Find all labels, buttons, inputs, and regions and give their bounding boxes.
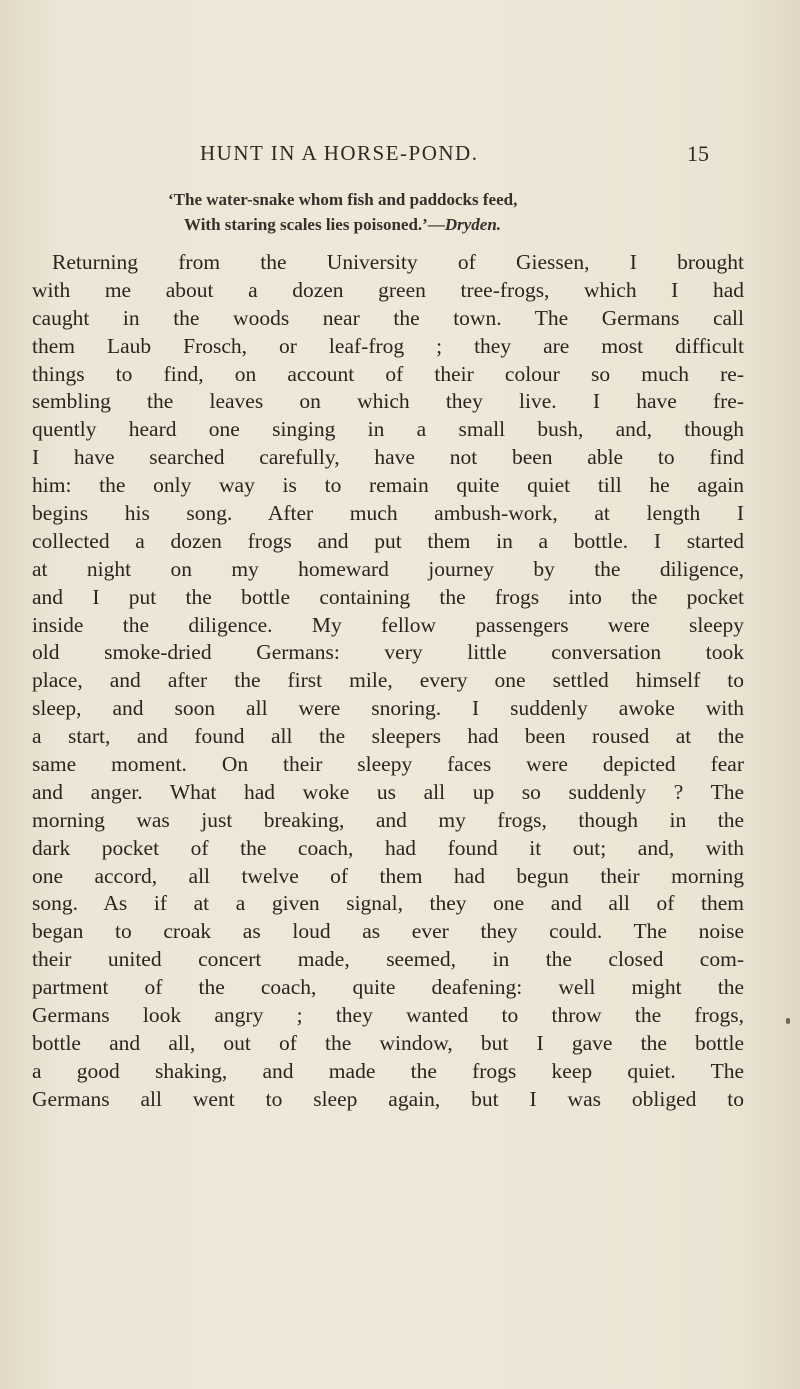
text-line: I have searched carefully, have not been able to find bbox=[32, 445, 744, 470]
epigraph-author: Dryden. bbox=[444, 215, 502, 234]
text-line: at night on my homeward journey by the diligence, bbox=[32, 556, 744, 581]
body-text bbox=[32, 249, 744, 1114]
text-line: begins his song. After much ambush-work, at length I bbox=[32, 501, 744, 526]
text-line: them Laub Frosch, or leaf-frog ; they are most difficult bbox=[32, 333, 744, 358]
text-line: inside the diligence. My fellow passengers were sleepy bbox=[32, 612, 744, 637]
text-line: their united concert made, seemed, in the closed com- bbox=[32, 947, 744, 972]
text-line: collected a dozen frogs and put them in a bottle. I started bbox=[32, 528, 744, 553]
text-line: morning was just breaking, and my frogs, though in the bbox=[32, 807, 744, 832]
text-line: Germans all went to sleep again, but I was obliged to bbox=[32, 1086, 744, 1111]
text-line: one accord, all twelve of them had begun their morning bbox=[32, 863, 744, 888]
text-line: quently heard one singing in a small bush, and, though bbox=[32, 417, 744, 442]
text-line: things to find, on account of their colour so much re- bbox=[32, 361, 744, 386]
text-line: sembling the leaves on which they live. I have fre- bbox=[32, 389, 744, 414]
text-line: same moment. On their sleepy faces were depicted fear bbox=[32, 752, 744, 777]
text-line: song. As if at a given signal, they one and all of them bbox=[32, 891, 744, 916]
running-title: HUNT IN A HORSE-POND. bbox=[200, 141, 479, 165]
text-line: dark pocket of the coach, had found it out; and, with bbox=[32, 835, 744, 860]
text-line: caught in the woods near the town. The Germans call bbox=[32, 305, 744, 330]
margin-mark bbox=[786, 1018, 790, 1024]
text-line: with me about a dozen green tree-frogs, which I had bbox=[32, 277, 744, 302]
text-line: Returning from the University of Giessen, I brought bbox=[52, 250, 744, 274]
text-line: Germans look angry ; they wanted to throw the frogs, bbox=[32, 1003, 744, 1028]
text-line: and I put the bottle containing the frogs into the pocket bbox=[32, 584, 744, 609]
epigraph-quote-end: With staring scales lies poisoned.’— bbox=[184, 215, 445, 234]
page-number: 15 bbox=[687, 141, 709, 166]
epigraph-line-2 bbox=[168, 212, 748, 237]
text-line: bottle and all, out of the window, but I gave the bottle bbox=[32, 1030, 744, 1055]
text-line: old smoke-dried Germans: very little conversation took bbox=[32, 640, 744, 665]
epigraph bbox=[168, 187, 748, 237]
text-line: partment of the coach, quite deafening: well might the bbox=[32, 975, 744, 1000]
text-line: him: the only way is to remain quite quiet till he again bbox=[32, 473, 744, 498]
text-line: a start, and found all the sleepers had been roused at the bbox=[32, 724, 744, 749]
epigraph-line-1: ‘The water-snake whom fish and paddocks feed, bbox=[168, 190, 518, 209]
text-line: place, and after the first mile, every one settled himself to bbox=[32, 668, 744, 693]
running-head bbox=[0, 141, 800, 171]
text-line: began to croak as loud as ever they could. The noise bbox=[32, 919, 744, 944]
text-line: sleep, and soon all were snoring. I suddenly awoke with bbox=[32, 696, 744, 721]
text-line: and anger. What had woke us all up so suddenly ? The bbox=[32, 779, 744, 804]
text-line: a good shaking, and made the frogs keep quiet. The bbox=[32, 1058, 744, 1083]
